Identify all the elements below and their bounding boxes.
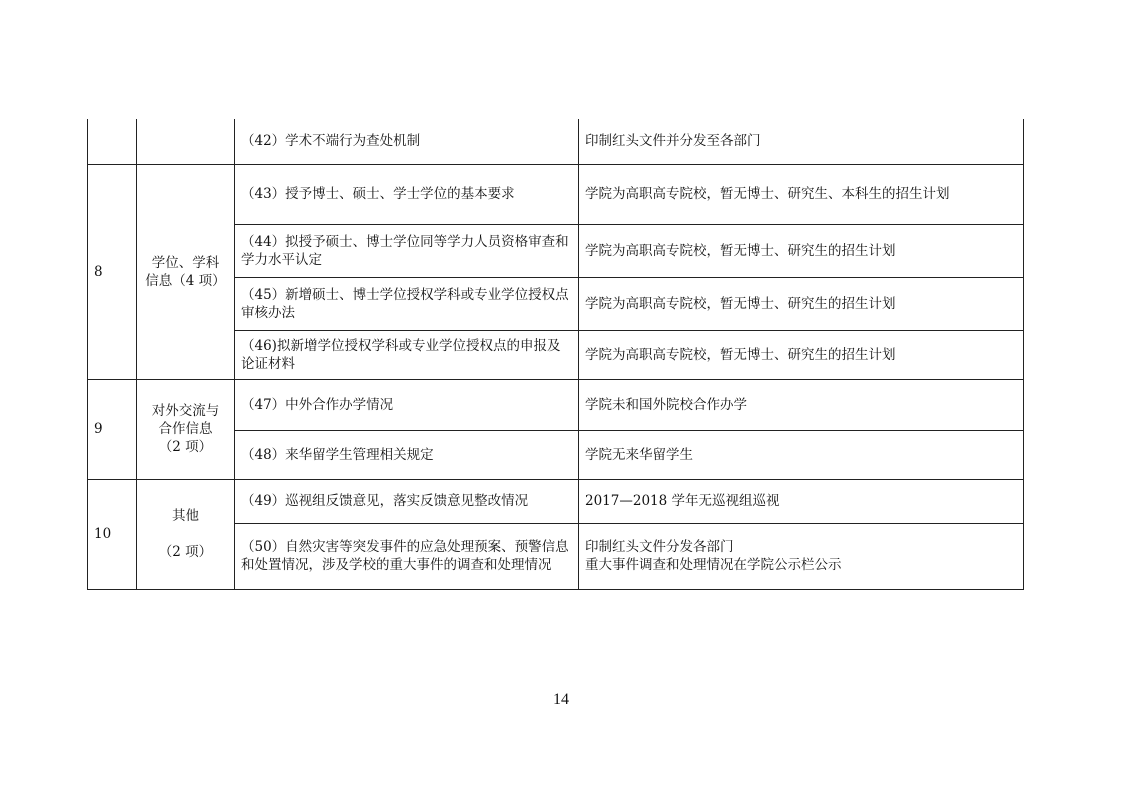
category-label: 合作信息 [158, 421, 213, 437]
note-cell: 印制红头文件并分发至各部门 [579, 119, 1024, 164]
item-cell: （46)拟新增学位授权学科或专业学位授权点的申报及论证材料 [235, 330, 579, 379]
note-cell: 学院为高职高专院校，暂无博士、研究生的招生计划 [579, 330, 1024, 379]
item-cell: （44）拟授予硕士、博士学位同等学力人员资格审查和学力水平认定 [235, 224, 579, 277]
note-line: 印制红头文件分发各部门 [585, 539, 734, 555]
category-cell [137, 119, 235, 164]
table-row [88, 119, 1024, 164]
note-line: 重大事件调查和处理情况在学院公示栏公示 [585, 557, 842, 573]
note-cell: 学院为高职高专院校，暂无博士、研究生的招生计划 [579, 277, 1024, 330]
item-cell: （45）新增硕士、博士学位授权学科或专业学位授权点审核办法 [235, 277, 579, 330]
category-label: 对外交流与 [151, 403, 220, 419]
item-cell: （42）学术不端行为查处机制 [235, 119, 579, 164]
note-cell: 学院为高职高专院校，暂无博士、研究生的招生计划 [579, 224, 1024, 277]
category-cell [137, 164, 235, 379]
item-cell: （48）来华留学生管理相关规定 [235, 430, 579, 479]
note-cell [579, 523, 1024, 589]
category-label: （2 项） [158, 439, 213, 455]
table-row [88, 379, 1024, 430]
category-label: 学位、学科 [151, 254, 220, 271]
number-cell [88, 119, 137, 164]
category-cell [137, 479, 235, 589]
item-cell: （50）自然灾害等突发事件的应急处理预案、预警信息和处置情况，涉及学校的重大事件的调查和处理情况 [235, 523, 579, 589]
category-label: 信息（4 项） [145, 272, 226, 289]
item-cell: （43）授予博士、硕士、学士学位的基本要求 [235, 164, 579, 224]
category-label: （2 项） [158, 544, 213, 560]
number-cell: 8 [88, 164, 137, 379]
note-cell: 学院未和国外院校合作办学 [579, 379, 1024, 430]
disclosure-table [87, 119, 1024, 590]
item-cell: （47）中外合作办学情况 [235, 379, 579, 430]
category-label: 其他 [172, 508, 199, 524]
table-row [88, 164, 1024, 224]
table-row [88, 479, 1024, 523]
category-cell [137, 379, 235, 479]
number-cell: 10 [88, 479, 137, 589]
note-cell: 学院为高职高专院校，暂无博士、研究生、本科生的招生计划 [579, 164, 1024, 224]
number-cell: 9 [88, 379, 137, 479]
item-cell: （49）巡视组反馈意见，落实反馈意见整改情况 [235, 479, 579, 523]
note-cell: 2017—2018 学年无巡视组巡视 [579, 479, 1024, 523]
page-number: 14 [553, 691, 569, 708]
note-cell: 学院无来华留学生 [579, 430, 1024, 479]
category-spacer [143, 525, 228, 543]
